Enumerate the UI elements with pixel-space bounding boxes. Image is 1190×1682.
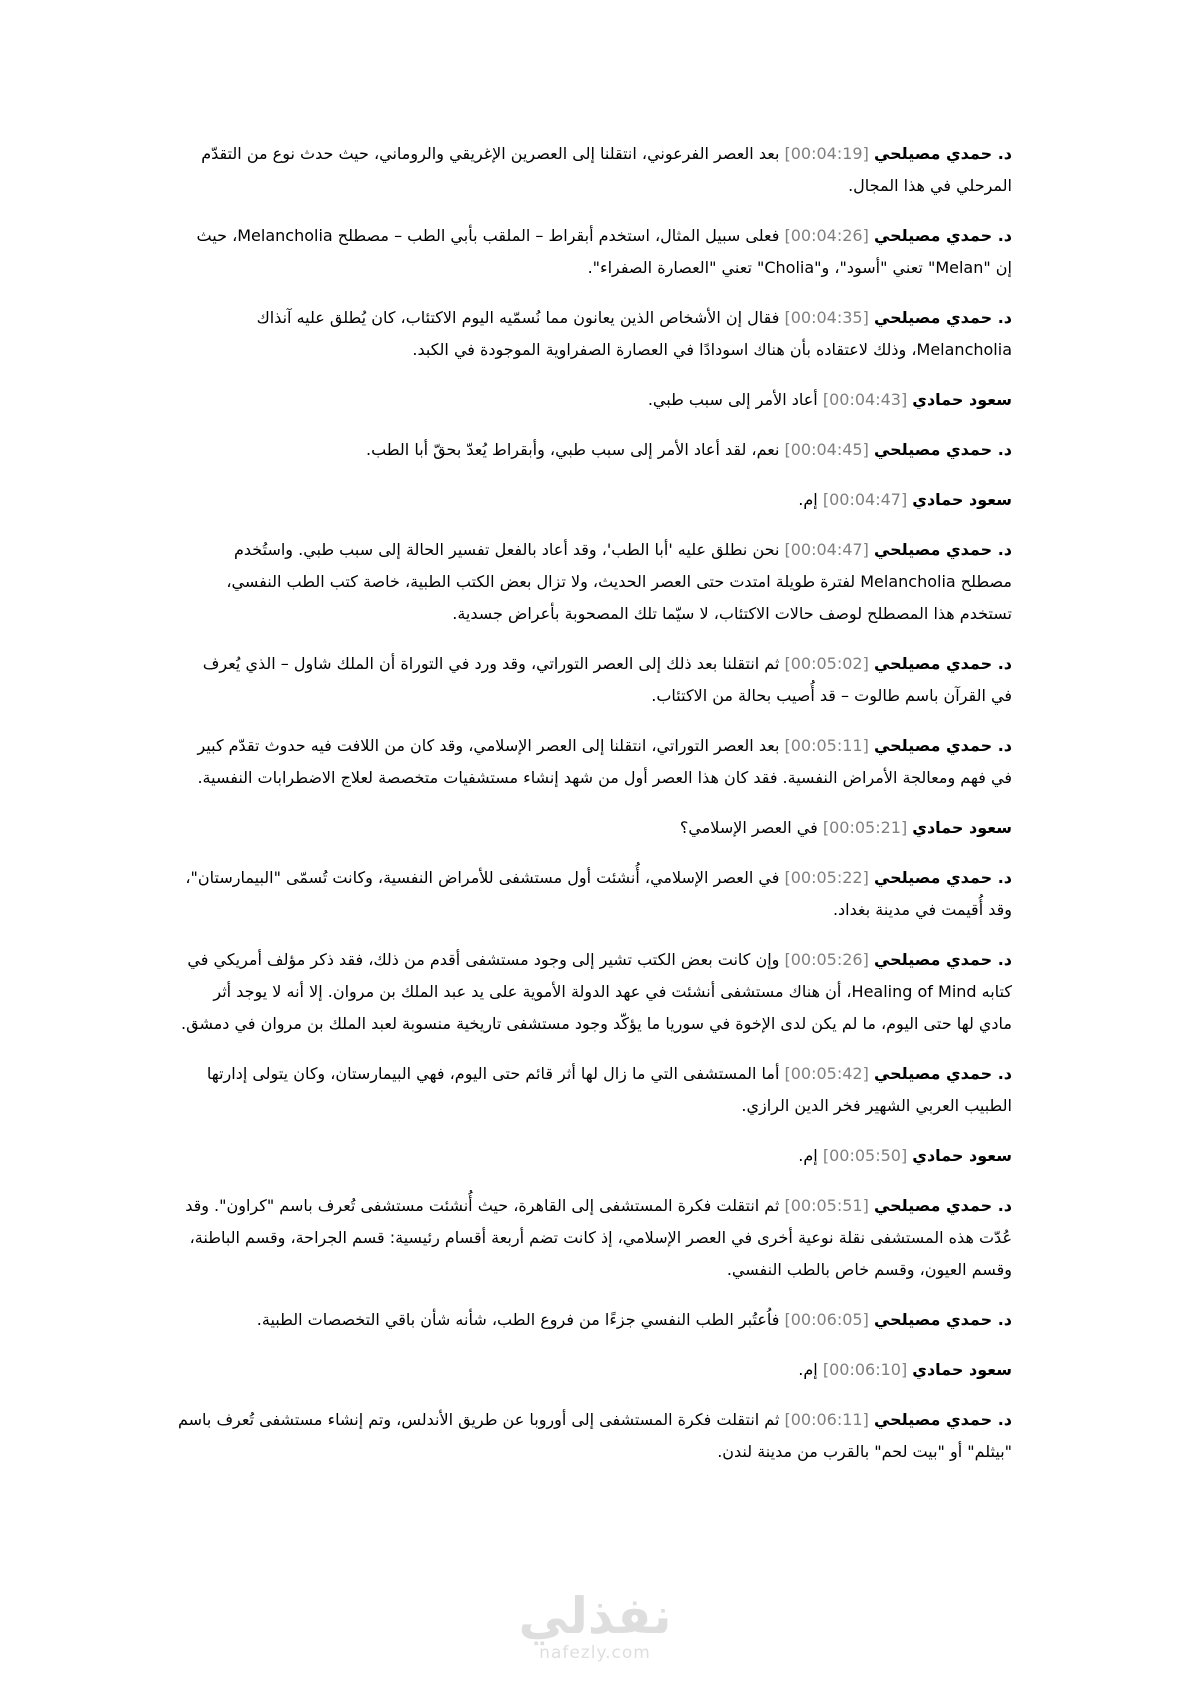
paragraph-text: في العصر الإسلامي، أُنشئت أول مستشفى للأمراض النفسية، وكانت تُسمّى "البيمارستان"، وقد أُقيمت في مدينة بغداد. [185,868,1012,919]
speaker-name: د. حمدي مصيلحي [873,654,1012,673]
transcript-paragraph [178,434,1012,466]
speaker-name: د. حمدي مصيلحي [873,308,1012,327]
timestamp: [00:04:47] [784,540,869,559]
transcript-paragraph [178,1404,1012,1468]
paragraph-text: إم. [798,1146,818,1165]
transcript-document [178,138,1012,1486]
timestamp: [00:04:19] [784,144,869,163]
transcript-paragraph [178,1354,1012,1386]
paragraph-text: بعد العصر التوراتي، انتقلنا إلى العصر الإسلامي، وقد كان من اللافت فيه حدوث تقدّم كبير في فهم ومعالجة الأمراض النفسية. فقد كان هذا العصر أول من شهد إنشاء مستشفيات متخصصة لعلاج الاضطرابات النفسية. [197,736,1012,787]
speaker-name: د. حمدي مصيلحي [873,868,1012,887]
speaker-name: د. حمدي مصيلحي [873,226,1012,245]
paragraph-text: فقال إن الأشخاص الذين يعانون مما نُسمّيه اليوم الاكتئاب، كان يُطلق عليه آنذاك Melancholia، وذلك لاعتقاده بأن هناك اسودادًا في العصارة الصفراوية الموجودة في الكبد. [256,308,1012,359]
paragraph-text: ثم انتقلت فكرة المستشفى إلى القاهرة، حيث أُنشئت مستشفى تُعرف باسم "كراون". وقد عُدّت هذه المستشفى نقلة نوعية أخرى في العصر الإسلامي، إذ كانت تضم أربعة أقسام رئيسية: قسم الجراحة، وقسم الباطنة، وقسم العيون، وقسم خاص بالطب النفسي. [185,1196,1012,1279]
transcript-paragraph [178,862,1012,926]
paragraph-text: في العصر الإسلامي؟ [679,818,818,837]
transcript-paragraph [178,648,1012,712]
timestamp: [00:06:11] [784,1410,869,1429]
timestamp: [00:06:10] [822,1360,908,1379]
timestamp: [00:05:11] [784,736,869,755]
speaker-name: سعود حمادي [912,390,1012,409]
timestamp: [00:04:43] [822,390,908,409]
speaker-name: د. حمدي مصيلحي [873,1196,1012,1215]
timestamp: [00:04:26] [784,226,869,245]
timestamp: [00:05:26] [784,950,869,969]
paragraph-text: إم. [798,1360,818,1379]
timestamp: [00:04:35] [784,308,869,327]
paragraph-text: إم. [798,490,818,509]
speaker-name: د. حمدي مصيلحي [873,540,1012,559]
paragraph-text: ثم انتقلت فكرة المستشفى إلى أوروبا عن طريق الأندلس، وتم إنشاء مستشفى تُعرف باسم "بيثلم" أو "بيت لحم" بالقرب من مدينة لندن. [177,1410,1012,1461]
speaker-name: د. حمدي مصيلحي [873,950,1012,969]
transcript-paragraph [178,1058,1012,1122]
paragraph-text: ثم انتقلنا بعد ذلك إلى العصر التوراتي، وقد ورد في التوراة أن الملك شاول – الذي يُعرف في القرآن باسم طالوت – قد أُصيب بحالة من الاكتئاب. [202,654,1012,705]
transcript-paragraph [178,384,1012,416]
paragraph-text: وإن كانت بعض الكتب تشير إلى وجود مستشفى أقدم من ذلك، فقد ذكر مؤلف أمريكي في كتابه Healing of Mind، أن هناك مستشفى أنشئت في عهد الدولة الأموية على يد عبد الملك بن مروان. إلا أنه لا يوجد أثر مادي لها حتى اليوم، ما لم يكن لدى الإخوة في سوريا ما يؤكّد وجود مستشفى تاريخية منسوبة لعبد الملك بن مروان في دمشق. [181,950,1012,1033]
timestamp: [00:05:21] [822,818,908,837]
timestamp: [00:06:05] [784,1310,869,1329]
speaker-name: د. حمدي مصيلحي [873,736,1012,755]
speaker-name: سعود حمادي [912,818,1012,837]
timestamp: [00:05:50] [822,1146,908,1165]
timestamp: [00:05:22] [784,868,869,887]
transcript-paragraph [178,220,1012,284]
timestamp: [00:05:02] [784,654,869,673]
speaker-name: د. حمدي مصيلحي [873,1410,1012,1429]
watermark-url: nafezly.com [539,1643,651,1663]
transcript-paragraph [178,1304,1012,1336]
watermark-logo: نفذلي [518,1587,672,1645]
transcript-paragraph [178,534,1012,630]
speaker-name: د. حمدي مصيلحي [873,1064,1012,1083]
transcript-paragraph [178,812,1012,844]
transcript-paragraph [178,302,1012,366]
paragraph-text: نحن نطلق عليه 'أبا الطب'، وقد أعاد بالفعل تفسير الحالة إلى سبب طبي. واستُخدم مصطلح Melancholia لفترة طويلة امتدت حتى العصر الحديث، ولا تزال بعض الكتب الطبية، خاصة كتب الطب النفسي، تستخدم هذا المصطلح لوصف حالات الاكتئاب، لا سيّما تلك المصحوبة بأعراض جسدية. [226,540,1012,623]
paragraph-text: أما المستشفى التي ما زال لها أثر قائم حتى اليوم، فهي البيمارستان، وكان يتولى إدارتها الطبيب العربي الشهير فخر الدين الرازي. [206,1064,1012,1115]
transcript-paragraph [178,484,1012,516]
timestamp: [00:05:51] [784,1196,869,1215]
transcript-paragraph [178,1190,1012,1286]
timestamp: [00:05:42] [784,1064,869,1083]
timestamp: [00:04:47] [822,490,908,509]
timestamp: [00:04:45] [784,440,869,459]
transcript-paragraph [178,1140,1012,1172]
transcript-paragraph [178,138,1012,202]
paragraph-text: فاُعتُبر الطب النفسي جزءًا من فروع الطب، شأنه شأن باقي التخصصات الطبية. [256,1310,780,1329]
transcript-paragraph [178,944,1012,1040]
speaker-name: سعود حمادي [912,490,1012,509]
speaker-name: سعود حمادي [912,1146,1012,1165]
speaker-name: سعود حمادي [912,1360,1012,1379]
speaker-name: د. حمدي مصيلحي [873,440,1012,459]
speaker-name: د. حمدي مصيلحي [873,144,1012,163]
nafezly-watermark [0,1587,1190,1664]
speaker-name: د. حمدي مصيلحي [873,1310,1012,1329]
paragraph-text: أعاد الأمر إلى سبب طبي. [647,390,818,409]
paragraph-text: بعد العصر الفرعوني، انتقلنا إلى العصرين الإغريقي والروماني، حيث حدث نوع من التقدّم المرحلي في هذا المجال. [201,144,1012,195]
paragraph-text: فعلى سبيل المثال، استخدم أبقراط – الملقب بأبي الطب – مصطلح Melancholia، حيث إن "Melan" تعني "أسود"، و"Cholia" تعني "العصارة الصفراء". [196,226,1012,277]
transcript-paragraph [178,730,1012,794]
paragraph-text: نعم، لقد أعاد الأمر إلى سبب طبي، وأبقراط يُعدّ بحقّ أبا الطب. [365,440,780,459]
